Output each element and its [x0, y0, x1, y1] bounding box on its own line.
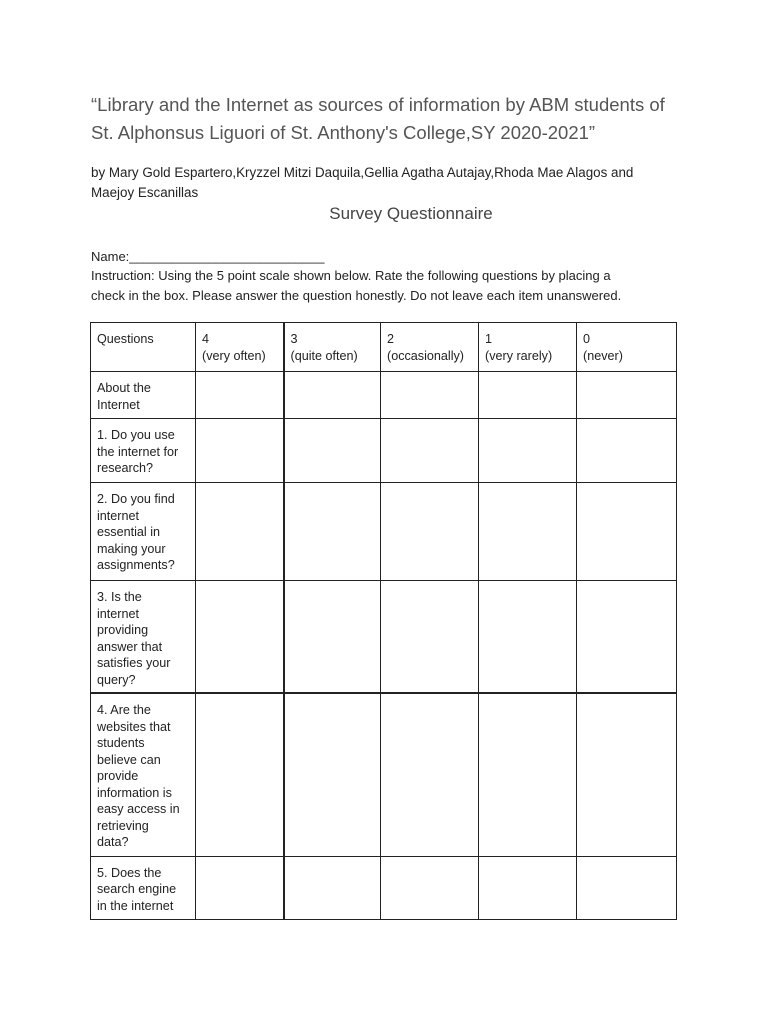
scale-header-4: 4 (very often) [196, 323, 284, 372]
rating-box[interactable] [479, 693, 577, 856]
authors-text: by Mary Gold Espartero,Kryzzel Mitzi Daquila,Gellia Agatha Autajay,Rhoda Mae Alagos and [91, 165, 634, 180]
rating-box[interactable] [381, 483, 479, 581]
questions-header: Questions [91, 323, 196, 372]
rating-box[interactable] [196, 483, 284, 581]
table-row [91, 483, 677, 581]
rating-box[interactable] [284, 581, 381, 694]
rating-box[interactable] [479, 419, 577, 483]
rating-box[interactable] [284, 483, 381, 581]
rating-box[interactable] [381, 372, 479, 419]
scale-header-0: 0 (never) [577, 323, 677, 372]
instruction-line: Instruction: Using the 5 point scale shown below. Rate the following questions by placing a [91, 268, 611, 283]
rating-box[interactable] [479, 372, 577, 419]
question-cell: 1. Do you use the internet for research? [91, 419, 196, 483]
survey-subtitle: Survey Questionnaire [329, 204, 493, 223]
question-cell: 5. Does the search engine in the internet [91, 856, 196, 919]
rating-box[interactable] [284, 856, 381, 919]
question-cell: 3. Is the internet providing answer that satisfies your query? [91, 581, 196, 694]
rating-box[interactable] [196, 581, 284, 694]
rating-box[interactable] [381, 581, 479, 694]
rating-box[interactable] [479, 581, 577, 694]
rating-box[interactable] [196, 693, 284, 856]
scale-header-1: 1 (very rarely) [479, 323, 577, 372]
rating-box[interactable] [196, 372, 284, 419]
rating-box[interactable] [577, 693, 677, 856]
table-header-row [91, 323, 677, 372]
authors-line [91, 163, 691, 203]
rating-box[interactable] [381, 856, 479, 919]
table-row [91, 693, 677, 856]
table-row [91, 856, 677, 919]
rating-box[interactable] [381, 419, 479, 483]
rating-box[interactable] [284, 693, 381, 856]
instruction-line: check in the box. Please answer the question honestly. Do not leave each item unanswered. [91, 288, 622, 303]
title-line: St. Alphonsus Liguori of St. Anthony's College,SY 2020-2021” [91, 122, 596, 143]
rating-box[interactable] [196, 856, 284, 919]
rating-box[interactable] [479, 856, 577, 919]
title-line: “Library and the Internet as sources of information by ABM students of [91, 94, 665, 115]
rating-box[interactable] [284, 419, 381, 483]
question-cell: 2. Do you find internet essential in making your assignments? [91, 483, 196, 581]
rating-box[interactable] [381, 693, 479, 856]
rating-box[interactable] [577, 372, 677, 419]
table-row [91, 372, 677, 419]
rating-box[interactable] [577, 856, 677, 919]
table-row [91, 581, 677, 694]
question-cell: 4. Are the websites that students believe can provide information is easy access in retrieving data? [91, 693, 196, 856]
table-row [91, 419, 677, 483]
rating-box[interactable] [577, 581, 677, 694]
scale-header-2: 2 (occasionally) [381, 323, 479, 372]
scale-header-3: 3 (quite often) [284, 323, 381, 372]
rating-box[interactable] [196, 419, 284, 483]
rating-box[interactable] [479, 483, 577, 581]
rating-box[interactable] [577, 483, 677, 581]
rating-box[interactable] [577, 419, 677, 483]
name-field-line: Name:___________________________ [91, 249, 325, 264]
rating-box[interactable] [284, 372, 381, 419]
instruction-text [91, 266, 691, 306]
question-cell: About the Internet [91, 372, 196, 419]
survey-table [90, 322, 677, 920]
document-title [91, 91, 691, 147]
authors-text: Maejoy Escanillas [91, 185, 199, 200]
